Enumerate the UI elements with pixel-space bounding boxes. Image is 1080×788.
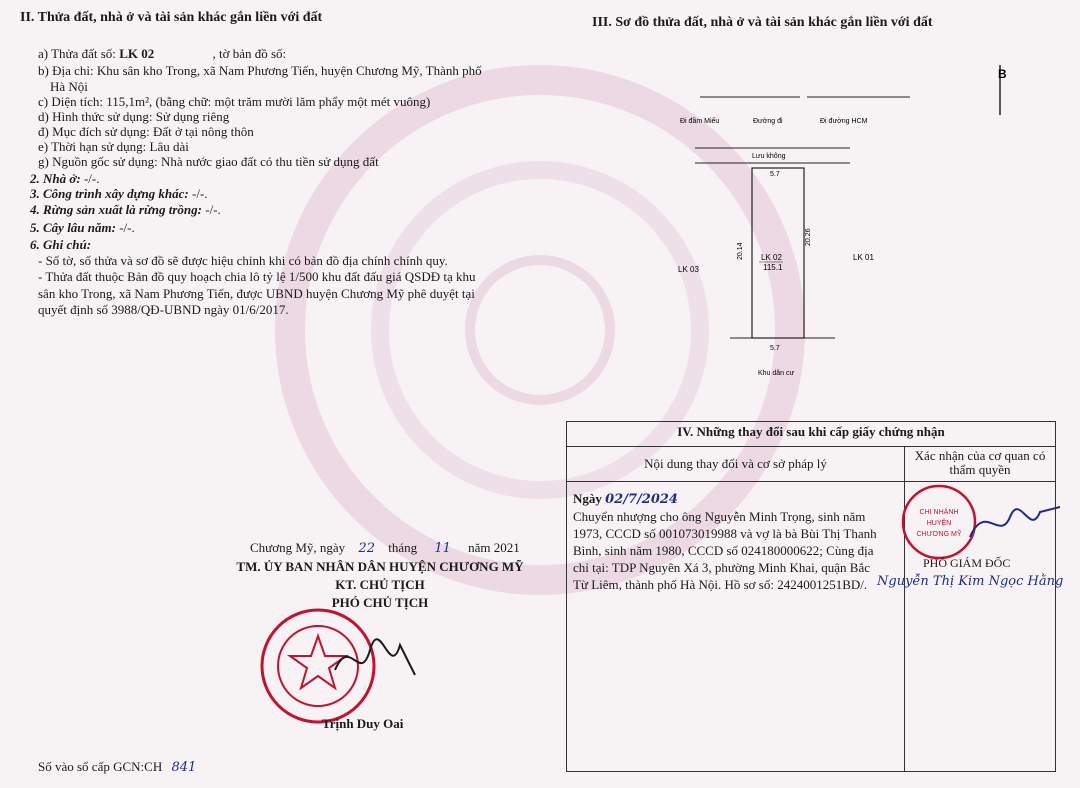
address-line2: Hà Nội [50, 79, 88, 94]
construction-line: 3. Công trình xây dựng khác: -/-. [30, 186, 208, 201]
neighbor-left-label: LK 03 [678, 265, 699, 274]
road-right-label: Đi đường HCM [820, 118, 868, 125]
lot-area-label: 115.1 [763, 263, 783, 272]
col-content-header: Nội dung thay đổi và cơ sở pháp lý [567, 447, 905, 482]
registry-line: Số vào sổ cấp GCN:CH 841 [38, 759, 197, 775]
change-line-2: 1973, CCCD số 001073019988 và vợ là bà Bùi Thị Thanh [573, 526, 877, 541]
col-confirm-header: Xác nhận của cơ quan có thẩm quyền [905, 447, 1056, 482]
change-line-3: Bình, sinh năm 1980, CCCD số 024180000622; Cùng địa [573, 543, 874, 558]
road-mid-label: Đường đi [753, 118, 783, 125]
usage-term-line: e) Thời hạn sử dụng: Lâu dài [38, 139, 189, 154]
seal-line-2: HUYỆN [926, 520, 952, 527]
lot-name-label: LK 02 [761, 253, 782, 262]
signature-scribble [330, 630, 420, 690]
usage-form-line: d) Hình thức sử dụng: Sử dụng riêng [38, 109, 230, 124]
perennial-line: 5. Cây lâu năm: -/-. [30, 220, 135, 235]
changes-table [566, 421, 1064, 772]
signature-titles [225, 558, 535, 612]
notes-heading: 6. Ghi chú: [30, 237, 92, 252]
address-line1: b) Địa chỉ: Khu sân kho Trong, xã Nam Phương Tiến, huyện Chương Mỹ, Thành phố [38, 63, 482, 78]
left-length-label: 20.14 [737, 242, 744, 260]
officer-name: Nguyễn Thị Kim Ngọc Hằng [877, 574, 1064, 589]
origin-line: g) Nguồn gốc sử dụng: Nhà nước giao đất có thu tiền sử dụng đất [38, 154, 379, 169]
plot-diagram [660, 60, 1080, 400]
area-line: c) Diện tích: 115,1m², (bằng chữ: một trăm mười lăm phẩy một mét vuông) [38, 94, 431, 109]
change-line-5: Từ Liêm, thành phố Hà Nội. Hồ sơ số: 2424001251BD/. [573, 577, 868, 592]
place-date: Chương Mỹ, ngày 22 tháng 11 năm 2021 [250, 540, 520, 556]
signer-name: Trịnh Duy Oai [322, 716, 404, 731]
seal-line-1: CHI NHÁNH [919, 509, 959, 516]
officer-signature-scribble [965, 492, 1065, 552]
officer-role: PHÓ GIÁM ĐỐC [923, 556, 1011, 570]
corridor-label: Lưu không [752, 153, 786, 160]
lot-number-prefix: a) Thửa đất số: [38, 46, 116, 61]
registry-number: 841 [171, 760, 197, 775]
section2-title: II. Thửa đất, nhà ở và tài sản khác gắn liền với đất [20, 10, 323, 25]
forest-line: 4. Rừng sản xuất là rừng trồng: -/-. [30, 202, 221, 217]
change-date-line: Ngày 02/7/2024 [573, 491, 678, 507]
note-2-line3: quyết định số 3988/QĐ-UBND ngày 01/6/2017. [38, 302, 289, 317]
north-label: B [998, 67, 1007, 81]
below-area-label: Khu dân cư [758, 370, 795, 377]
note-2-line2: sân kho Trong, xã Nam Phương Tiến, được UBND huyện Chương Mỹ phê duyệt tại [38, 286, 475, 301]
note-1: - Số tờ, số thửa và sơ đồ sẽ được hiệu chỉnh khi có bản đồ địa chính chính quy. [38, 253, 448, 268]
change-line-4: chỉ tại: TDP Nguyên Xá 3, phường Minh Khai, quận Bắc [573, 560, 870, 575]
sign-month: 11 [434, 541, 451, 556]
lot-number-line [38, 46, 286, 62]
change-date: 02/7/2024 [605, 492, 678, 507]
top-width-label: 5.7 [770, 171, 780, 178]
neighbor-right-label: LK 01 [853, 253, 874, 262]
org-title: TM. ỦY BAN NHÂN DÂN HUYỆN CHƯƠNG MỸ [236, 559, 524, 574]
section3-title: III. Sơ đồ thửa đất, nhà ở và tài sản khác gắn liền với đất [592, 15, 933, 30]
section4-title: IV. Những thay đổi sau khi cấp giấy chứng nhận [567, 422, 1056, 447]
usage-purpose-line: đ) Mục đích sử dụng: Đất ở tại nông thôn [38, 124, 254, 139]
right-length-label: 20.26 [805, 228, 812, 246]
change-content-cell [567, 482, 905, 772]
note-2-line1: - Thửa đất thuộc Bản đồ quy hoạch chia lô tỷ lệ 1/500 khu đất đấu giá QSDĐ tạ khu [38, 269, 476, 284]
confirm-cell [877, 482, 1064, 772]
seal-line-3: CHƯƠNG MỸ [916, 531, 962, 538]
lot-number: LK 02 [119, 46, 155, 61]
map-sheet-label: , tờ bản đồ số: [212, 46, 287, 61]
road-left-label: Đi đầm Miếu [680, 118, 720, 125]
house-line: 2. Nhà ở: -/-. [30, 171, 100, 186]
sign-day: 22 [358, 541, 375, 556]
bottom-width-label: 5.7 [770, 345, 780, 352]
kt-title: KT. CHỦ TỊCH [335, 577, 425, 592]
change-line-1: Chuyển nhượng cho ông Nguyễn Minh Trọng, sinh năm [573, 509, 866, 524]
role-title: PHÓ CHỦ TỊCH [331, 595, 429, 610]
